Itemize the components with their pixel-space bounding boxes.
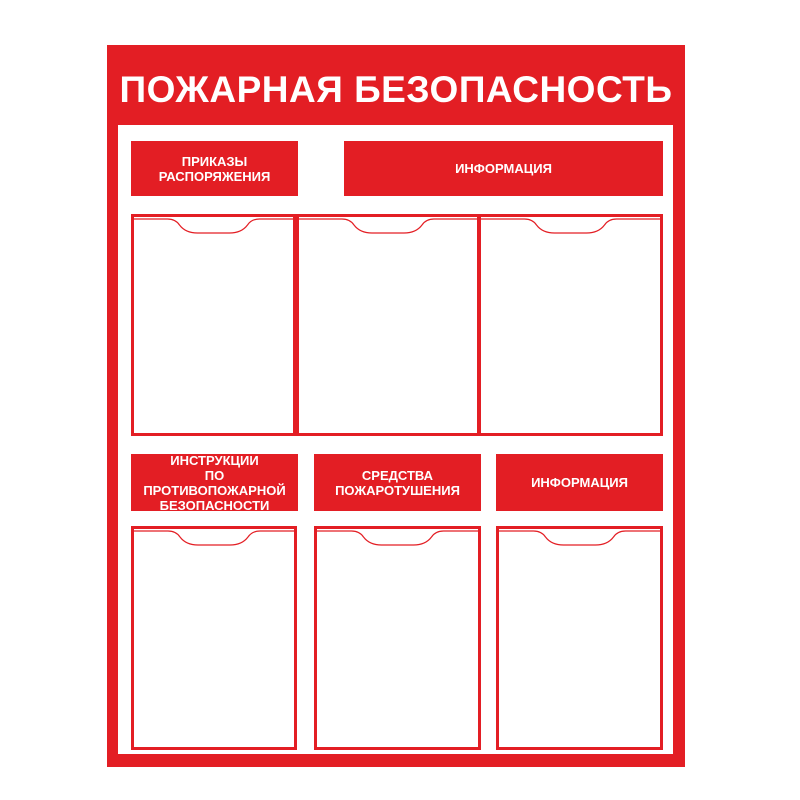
pocket-info-bottom[interactable] <box>496 526 663 750</box>
pocket-notch-line <box>317 531 478 545</box>
label-info-top: ИНФОРМАЦИЯ <box>344 141 663 196</box>
pocket-notch-outline <box>299 217 477 247</box>
pocket-notch-outline <box>134 529 294 559</box>
pocket-notch-line <box>134 531 294 545</box>
pocket-notch-outline <box>481 217 660 247</box>
pocket-notch-outline <box>134 217 293 247</box>
pocket-extinguishers[interactable] <box>314 526 481 750</box>
pocket-notch-line <box>481 219 660 233</box>
label-orders: ПРИКАЗЫ РАСПОРЯЖЕНИЯ <box>131 141 298 196</box>
pocket-notch-outline <box>499 529 660 559</box>
label-extinguishers: СРЕДСТВА ПОЖАРОТУШЕНИЯ <box>314 454 481 511</box>
pocket-instructions[interactable] <box>131 526 297 750</box>
pocket-notch-line <box>134 219 293 233</box>
pocket-notch-outline <box>317 529 478 559</box>
label-info-bottom: ИНФОРМАЦИЯ <box>496 454 663 511</box>
pocket-info-top-right[interactable] <box>478 214 663 436</box>
pocket-info-top-left[interactable] <box>296 214 480 436</box>
pocket-orders[interactable] <box>131 214 296 436</box>
label-instructions: ИНСТРУКЦИИ ПО ПРОТИВОПОЖАРНОЙ БЕЗОПАСНОСТИ <box>131 454 298 511</box>
board-title: ПОЖАРНАЯ БЕЗОПАСНОСТЬ <box>119 69 673 110</box>
pocket-notch-line <box>299 219 477 233</box>
pocket-notch-line <box>499 531 660 545</box>
